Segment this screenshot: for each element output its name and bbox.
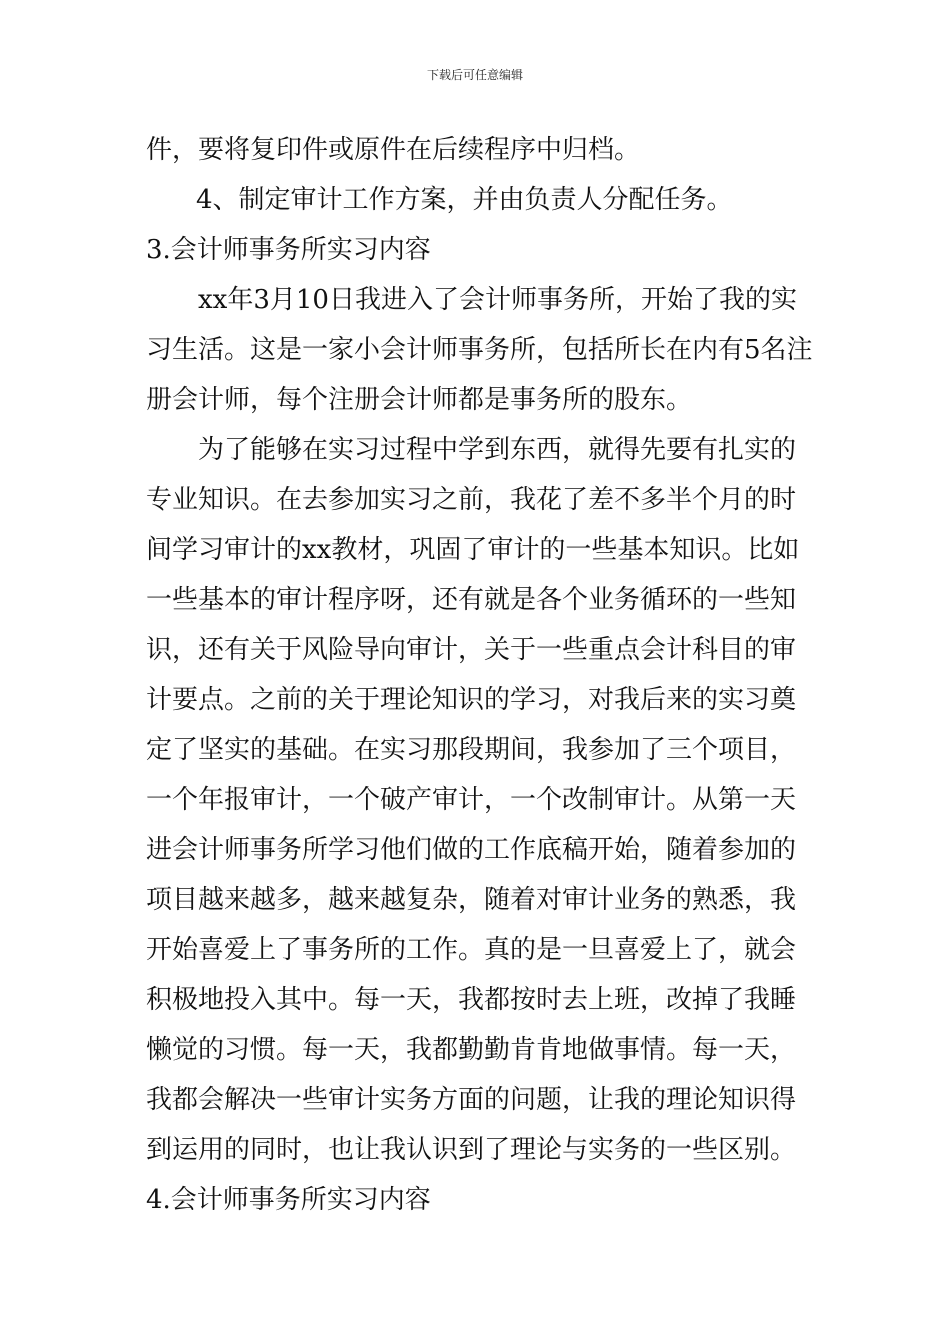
section-heading: 4.会计师事务所实习内容 [146,1185,431,1215]
section-heading: 3.会计师事务所实习内容 [146,235,431,265]
body-line: 我都会解决一些审计实务方面的问题，让我的理论知识得 [146,1085,797,1115]
body-line: 一个年报审计，一个破产审计，一个改制审计。从第一天 [146,785,797,815]
body-line: 一些基本的审计程序呀，还有就是各个业务循环的一些知 [146,585,797,615]
body-line: 为了能够在实习过程中学到东西，就得先要有扎实的 [198,435,797,465]
body-line: 项目越来越多，越来越复杂，随着对审计业务的熟悉，我 [146,885,797,915]
body-line: 定了坚实的基础。在实习那段期间，我参加了三个项目， [146,735,797,765]
body-line: 到运用的同时，也让我认识到了理论与实务的一些区别。 [146,1135,797,1165]
body-line: 识，还有关于风险导向审计，关于一些重点会计科目的审 [146,635,797,665]
body-line: 习生活。这是一家小会计师事务所，包括所长在内有5名注 [146,335,813,365]
body-line: 件，要将复印件或原件在后续程序中归档。 [146,135,641,165]
body-line: 间学习审计的xx教材，巩固了审计的一些基本知识。比如 [146,535,800,565]
body-line: 专业知识。在去参加实习之前，我花了差不多半个月的时 [146,485,797,515]
body-line: xx年3月10日我进入了会计师事务所，开始了我的实 [198,285,797,315]
body-line: 进会计师事务所学习他们做的工作底稿开始，随着参加的 [146,835,797,865]
body-line: 积极地投入其中。每一天，我都按时去上班，改掉了我睡 [146,985,797,1015]
body-line: 懒觉的习惯。每一天，我都勤勤肯肯地做事情。每一天， [146,1035,797,1065]
body-line: 开始喜爱上了事务所的工作。真的是一旦喜爱上了，就会 [146,935,797,965]
body-line: 计要点。之前的关于理论知识的学习，对我后来的实习奠 [146,685,797,715]
body-line: 册会计师，每个注册会计师都是事务所的股东。 [146,385,693,415]
body-line: 4、制定审计工作方案，并由负责人分配任务。 [196,185,733,215]
header-note: 下载后可任意编辑 [426,68,523,82]
